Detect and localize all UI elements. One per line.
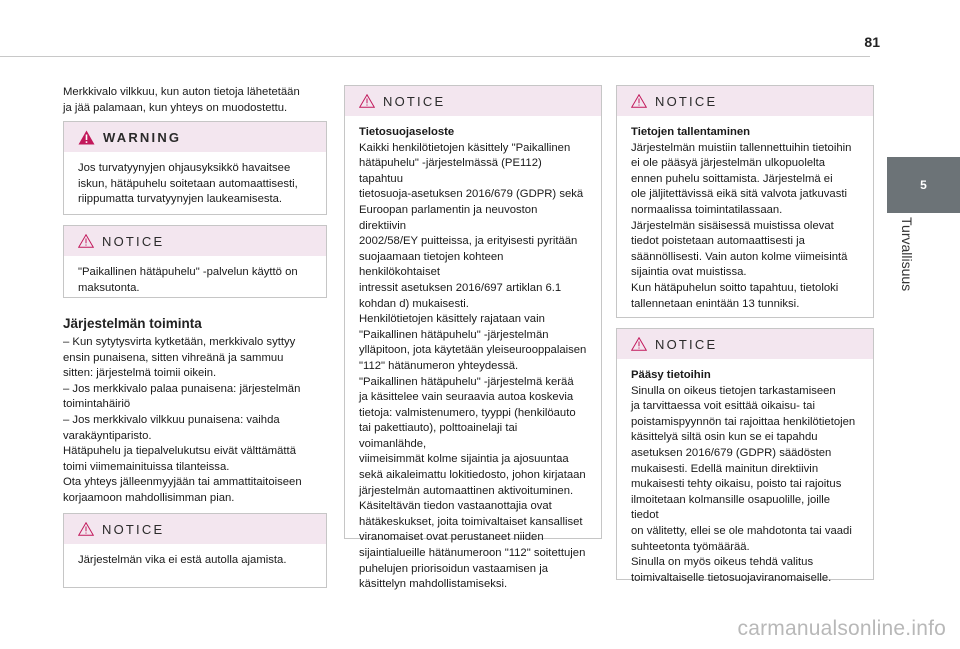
notice-title: NOTICE — [102, 521, 165, 537]
notice-text: Järjestelmän muistiin tallennettuihin tietoihin ei ole pääsyä järjestelmän ulkopuolelta ennen puhelu soittamista. Järjestelmä ei ole jäljitettävissä eikä sitä valvota jatkuvasti normaalissa toimintatilassaan. Järjestelmän sisäisessä muistissa olevat tiedot poistetaan automaattisesti ja säännöllisesti. Vain auton kolme viimeisintä sijaintia ovat muistissa. Kun hätäpuhelun soitto tapahtuu, tietoloki tallennetaan enintään 13 tunniksi. — [631, 141, 852, 310]
notice-body: "Paikallinen hätäpuhelu" -palvelun käyttö on maksutonta. — [78, 266, 298, 294]
warning-outline-icon — [631, 94, 647, 108]
warning-body: Jos turvatyynyjen ohjausyksikkö havaitsee iskun, hätäpuhelu soitetaan automaattisesti, riippumatta turvatyynyjen laukeamisesta. — [78, 162, 298, 206]
section-body: – Kun sytytysvirta kytketään, merkkivalo syttyy ensin punaisena, sitten vihreänä ja sammuu sitten: järjestelmä toimii oikein. – Jos merkkivalo palaa punaisena: järjestelmän toimintahäiriö – Jos merkkivalo vilkkuu punaisena: vaihda varakäyntiparisto. Hätäpuhelu ja tiepalvelukutsu eivät välttämättä toimi viimemainituissa tilanteissa. Ota yhteys jälleenmyyjään tai ammattitaitoiseen korjaamoon mahdollisimman pian. — [63, 336, 302, 504]
warning-title: WARNING — [103, 129, 182, 145]
chapter-tab[interactable]: 5 — [887, 157, 960, 213]
warning-box-header — [64, 122, 326, 152]
notice-body — [617, 359, 873, 594]
warning-outline-icon — [359, 94, 375, 108]
warning-box — [63, 121, 327, 215]
notice-text: Sinulla on oikeus tietojen tarkastamiseen ja tarvittaessa voit esittää oikaisu- tai poistamispyynnön tai rajoittaa henkilötietojen käsittelyä siltä osin kun se ei tapahdu asetuksen 2016/679 (GDPR) säädösten mukaisesti. Edellä mainitun direktiivin mukaisesti tehty oikaisu, poisto tai rajoitus ilmoitetaan kolmansille osapuolille, joille tiedot on välitetty, ellei se ole mahdotonta tai vaadi suhteetonta työmäärää. Sinulla on myös oikeus tehdä valitus toimivaltaiselle tietosuojaviranomaiselle. — [631, 384, 856, 584]
notice-box-data-access — [616, 328, 874, 584]
notice-title: NOTICE — [655, 336, 718, 352]
notice-box-privacy — [344, 85, 602, 591]
notice-body — [345, 116, 601, 601]
notice-title: NOTICE — [102, 233, 165, 249]
notice-body — [617, 116, 873, 320]
notice-header — [345, 86, 601, 116]
top-rule — [0, 56, 870, 57]
notice-title: NOTICE — [655, 93, 718, 109]
notice-header — [64, 514, 326, 544]
notice-header — [64, 226, 326, 256]
notice-box-system-fault — [63, 513, 327, 588]
notice-box-free-service — [63, 225, 327, 298]
chapter-label — [897, 217, 917, 327]
intro-text: Merkkivalo vilkkuu, kun auton tietoja lähetetään ja jää palamaan, kun yhteys on muodostettu. — [63, 86, 300, 114]
notice-text: Kaikki henkilötietojen käsittely "Paikallinen hätäpuhelu" -järjestelmässä (PE112) tapahtuu tietosuoja-asetuksen 2016/679 (GDPR) sekä Euroopan parlamentin ja neuvoston direktiivin 2002/58/EY puitteissa, ja erityisesti pyritään suojaamaan tietojen kohteen henkilökohtaiset intressit asetuksen 2016/697 artiklan 6.1 kohdan d) mukaisesti. Henkilötietojen käsittely rajataan vain "Paikallinen hätäpuhelu" -järjestelmän ylläpitoon, jota käytetään yleiseurooppalaisen "112" hätänumeron yhteydessä. "Paikallinen hätäpuhelu" -järjestelmä kerää ja käsittelee vain seuraavia autoa koskevia tietoja: valmistenumero, tyyppi (henkilöauto tai pakettiauto), polttoainelaji tai voimanlähde, viimeisimmät kolme sijaintia ja ajosuuntaa sekä aikaleimattu lokitiedosto, johon kirjataan järjestelmän automaattinen aktivoituminen. Käsiteltävän tiedon vastaanottajia ovat hätäkeskukset, joita toimivaltaiset kansalliset viranomaiset ovat perustaneet niiden sijaintialueille hätänumeroon "112" soitettujen puhelujen priorisoidun vastaamisen ja käsittelyn mahdollistamiseksi. — [359, 141, 587, 591]
notice-header — [617, 329, 873, 359]
warning-outline-icon — [631, 337, 647, 351]
notice-title: NOTICE — [383, 93, 446, 109]
notice-body: Järjestelmän vika ei estä autolla ajamista. — [78, 554, 287, 566]
chapter-label-text: Turvallisuus — [899, 217, 915, 292]
page-number: 81 — [864, 34, 880, 50]
watermark: carmanualsonline.info — [737, 617, 946, 640]
notice-header — [617, 86, 873, 116]
notice-box-data-storage — [616, 85, 874, 318]
warning-outline-icon — [78, 522, 94, 536]
warning-outline-icon — [78, 234, 94, 248]
section-title: Järjestelmän toiminta — [63, 316, 202, 331]
notice-subtitle: Tietojen tallentaminen — [631, 126, 751, 138]
notice-subtitle: Pääsy tietoihin — [631, 369, 711, 381]
notice-subtitle: Tietosuojaseloste — [359, 126, 455, 138]
warning-filled-icon — [78, 130, 95, 145]
